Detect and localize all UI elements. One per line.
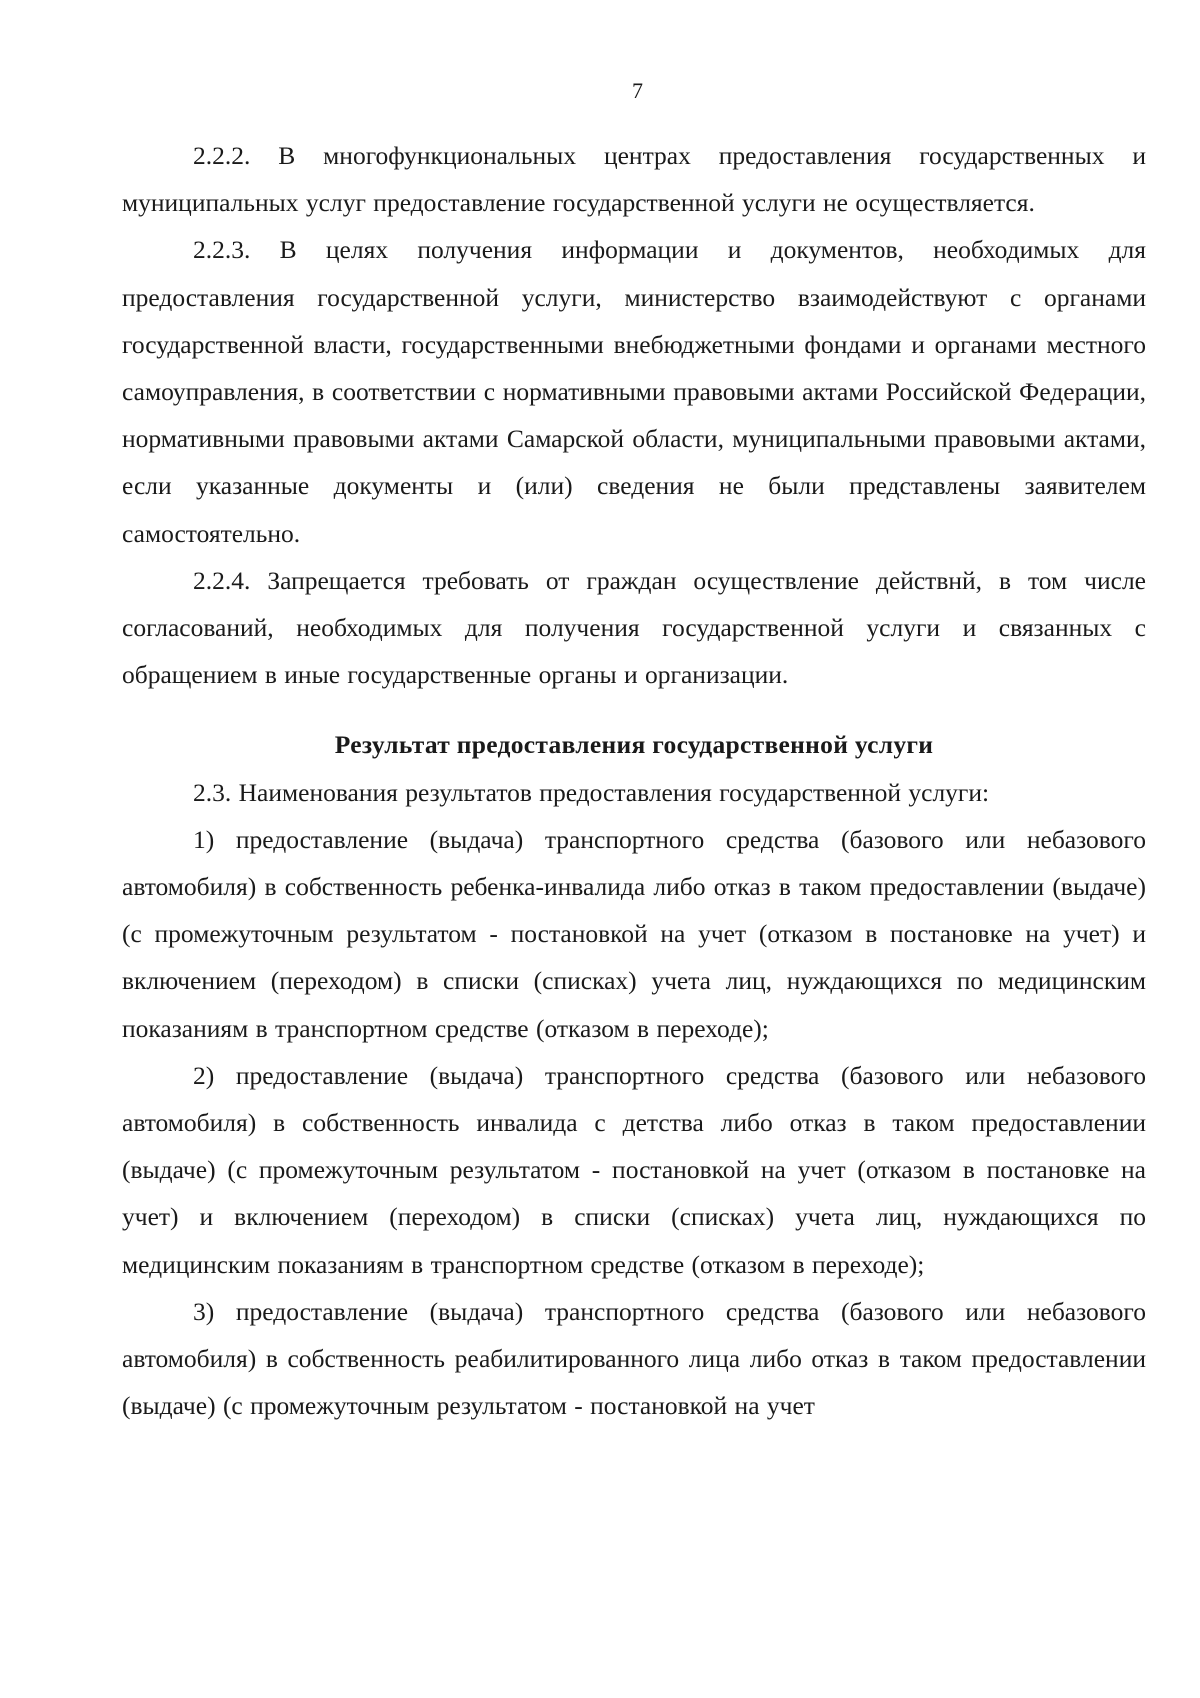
paragraph-2-2-4: 2.2.4. Запрещается требовать от граждан осуществление действнй, в том числе согласований, необходимых для получения государственной услуги и связанных с обращением в иные государственные органы и организации. [122, 565, 1146, 690]
list-item-2: 2) предоставление (выдача) транспортного средства (базового или небазового автомобиля) в собственность инвалида с детства либо отказ в таком предоставлении (выдаче) (с промежуточным результатом - постановкой на учет (отказом в постановке на учет) и включением (переходом) в списки (списках) учета лиц, нуждающихся по медицинским показаниям в транспортном средстве (отказом в переходе); [122, 1060, 1146, 1279]
paragraph-2-2-2: 2.2.2. В многофункциональных центрах предоставления государственных и муниципальных услуг предоставление государственной услуги не осуществляется. [122, 141, 1146, 218]
list-item-1: 1) предоставление (выдача) транспортного средства (базового или небазового автомобиля) в собственность ребенка-инвалида либо отказ в таком предоставлении (выдаче) (с промежуточным результатом - постановкой на учет (отказом в постановке на учет) и включением (переходом) в списки (списках) учета лиц, нуждающихся по медицинским показаниям в транспортном средстве (отказом в переходе); [122, 824, 1146, 1043]
list-item-3: 3) предоставление (выдача) транспортного средства (базового или небазового автомобиля) в собственность реабилитированного лица либо отказ в таком предоставлении (выдаче) (с промежуточным результатом - постановкой на учет [122, 1296, 1146, 1421]
section-heading: Результат предоставления государственной услуги [334, 730, 934, 760]
paragraph-2-3: 2.3. Наименования результатов предоставления государственной услуги: [193, 777, 990, 807]
document-body [122, 132, 1146, 1429]
paragraph-2-2-3: 2.2.3. В целях получения информации и документов, необходимых для предоставления государственной услуги, министерство взаимодействуют с органами государственной власти, государственными внебюджетными фондами и органами местного самоуправления, в соответствии с нормативными правовыми актами Российской Федерации, нормативными правовыми актами Самарской области, муниципальными правовыми актами, если указанные документы и (или) сведения не были представлены заявителем самостоятельно. [122, 235, 1146, 548]
page-number: 7 [632, 78, 643, 103]
